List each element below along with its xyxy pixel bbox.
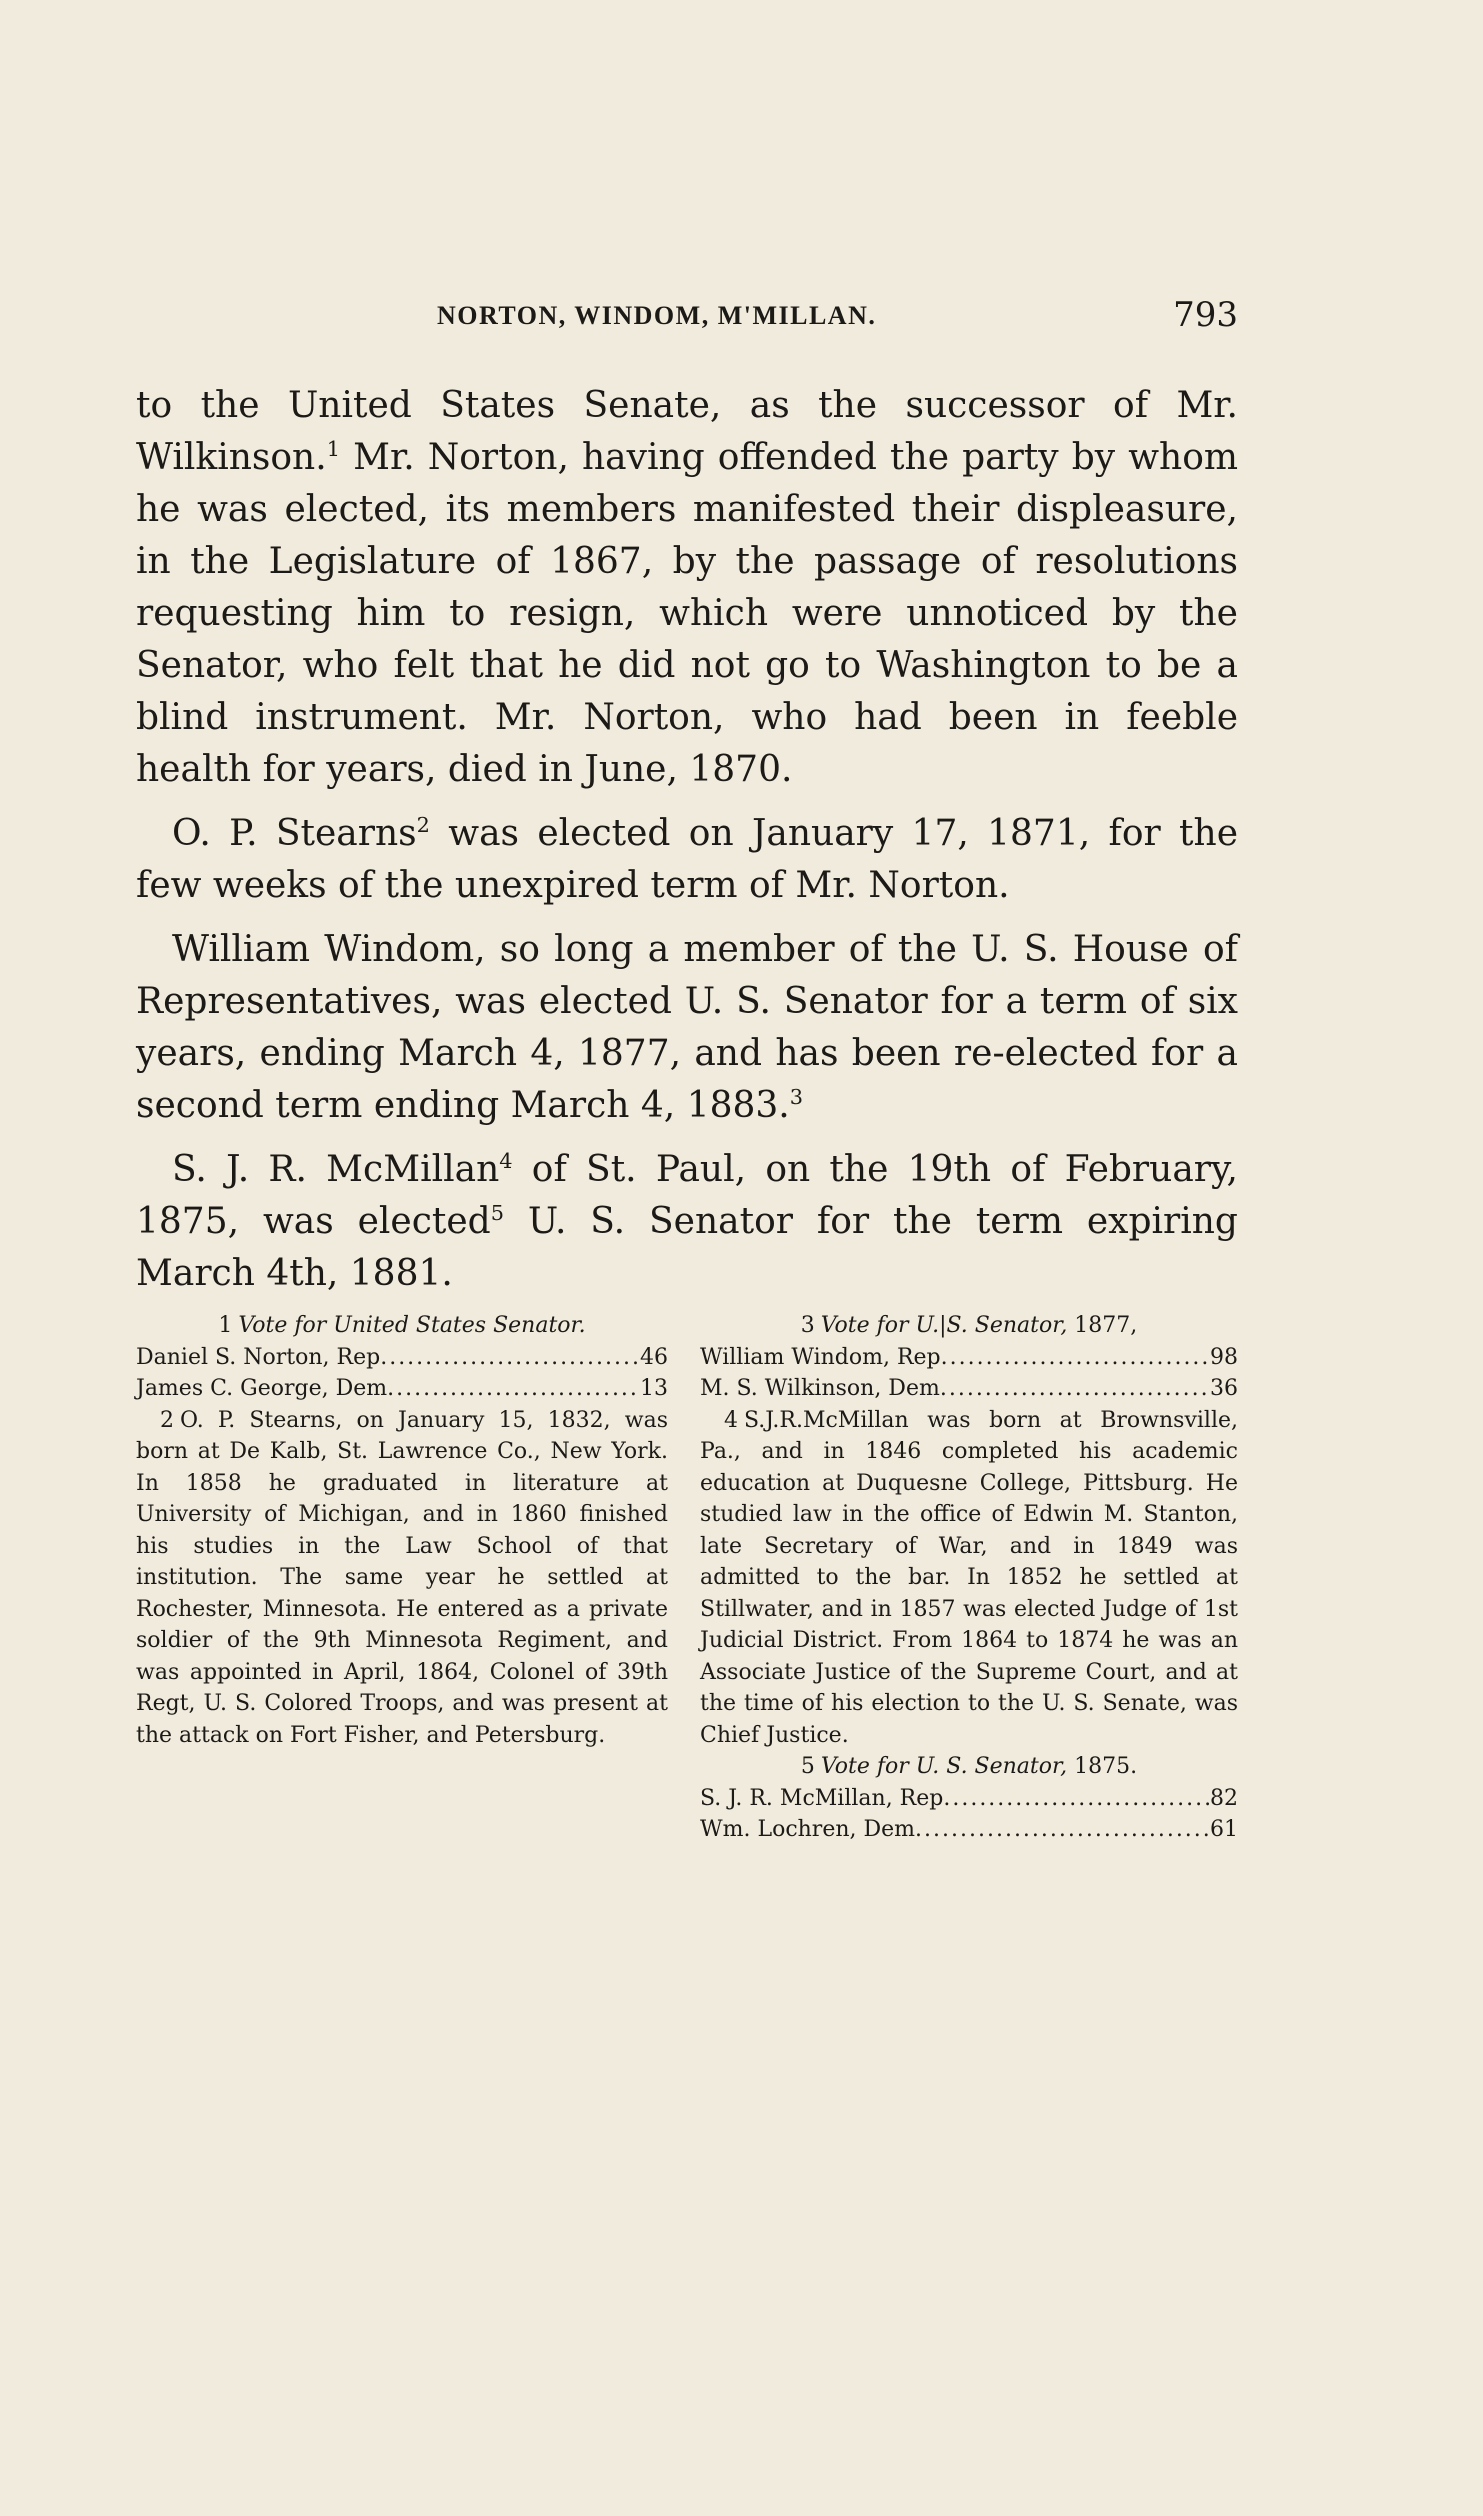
leader-dots	[941, 1342, 1210, 1374]
leader-dots	[380, 1342, 640, 1374]
footnote-1-heading	[136, 1310, 668, 1342]
footnote-title: Vote for U.|S. Senator,	[820, 1313, 1068, 1338]
footnote-number: 1	[218, 1313, 233, 1338]
footnote-text: S.J.R.McMillan was born at Brownsville, Pa., and in 1846 completed his academic education at Duquesne College, Pittsburg. He studied law in the office of Edwin M. Stanton, late Secretary of War, and in 1849 was admitted to the bar. In 1852 he settled at Stillwater, and in 1857 was elected Judge of 1st Judicial District. From 1864 to 1874 he was an Associate Justice of the Supreme Court, and at the time of his election to the U. S. Senate, was Chief Justice.	[700, 1407, 1238, 1748]
vote-count: 98	[1210, 1344, 1238, 1370]
vote-candidate: William Windom, Rep	[700, 1344, 941, 1370]
footnote-ref: 2	[416, 813, 430, 837]
footnote-number: 5	[800, 1754, 815, 1779]
footnotes-right-column	[700, 1310, 1238, 1846]
leader-dots	[915, 1814, 1210, 1846]
footnote-3-heading	[700, 1310, 1238, 1342]
vote-count: 82	[1210, 1785, 1238, 1811]
footnote-title: Vote for United States Senator.	[238, 1313, 586, 1338]
footnote-number: 3	[800, 1313, 815, 1338]
vote-row	[700, 1814, 1238, 1846]
footnote-title: Vote for U. S. Senator,	[820, 1754, 1068, 1779]
vote-count: 46	[640, 1344, 668, 1370]
vote-candidate: M. S. Wilkinson, Dem	[700, 1376, 940, 1401]
page-number: 793	[1173, 295, 1238, 335]
paragraph-text: of St. Paul, on the 19th of February, 1875, was elected	[136, 1149, 1239, 1242]
paragraph-text: William Windom, so long a member of the U. S. House of Representatives, was elected U. S. Senator for a term of six years, ending March 4, 1877, and has been re-elected for a second term ending March 4, 1883.	[136, 929, 1238, 1126]
vote-candidate: James C. George, Dem	[136, 1376, 388, 1401]
paragraph-text: S. J. R. McMillan	[172, 1149, 500, 1190]
footnote-number: 4	[724, 1407, 738, 1433]
footnote-year: 1877,	[1067, 1313, 1138, 1338]
footnote-2	[136, 1405, 668, 1752]
leader-dots	[940, 1373, 1210, 1405]
paragraph-stearns	[136, 808, 1238, 912]
vote-row	[136, 1342, 668, 1374]
paragraph-windom	[136, 924, 1238, 1132]
vote-count: 61	[1210, 1817, 1238, 1842]
paragraph-mcmillan	[136, 1144, 1238, 1300]
footnotes-left-column	[136, 1310, 668, 1751]
paragraph-text: was elected on January 17, 1871, for the few weeks of the unexpired term of Mr. Norton.	[136, 813, 1238, 906]
paragraph-norton	[136, 380, 1238, 796]
vote-candidate: Daniel S. Norton, Rep	[136, 1344, 381, 1370]
page-header	[437, 295, 1238, 343]
footnote-text: O. P. Stearns, on January 15, 1832, was born at De Kalb, St. Lawrence Co., New York. In 1858 he graduated in literature at University of Michigan, and in 1860 finished his studies in the Law School of that institution. The same year he settled at Rochester, Minnesota. He entered as a private soldier of the 9th Minnesota Regiment, and was appointed in April, 1864, Colonel of 39th Regt, U. S. Colored Troops, and was present at the attack on Fort Fisher, and Petersburg.	[136, 1407, 668, 1748]
footnote-5-heading	[700, 1751, 1238, 1783]
footnote-number: 2	[160, 1407, 174, 1433]
vote-candidate: S. J. R. McMillan, Rep	[700, 1785, 944, 1811]
vote-count: 13	[640, 1376, 668, 1401]
footnote-4	[700, 1405, 1238, 1752]
footnote-ref: 1	[326, 437, 340, 461]
vote-row	[700, 1373, 1238, 1405]
vote-candidate: Wm. Lochren, Dem	[700, 1817, 916, 1842]
footnote-year: 1875.	[1067, 1754, 1138, 1779]
vote-row	[700, 1342, 1238, 1374]
running-head: NORTON, WINDOM, M'MILLAN.	[437, 301, 877, 330]
paragraph-text: to the United States Senate, as the successor of Mr. Wilkinson.	[136, 385, 1238, 478]
vote-row	[700, 1783, 1238, 1815]
main-text	[136, 380, 1238, 1312]
leader-dots	[387, 1373, 640, 1405]
footnote-ref: 4	[499, 1149, 513, 1173]
footnote-ref: 5	[490, 1201, 505, 1225]
vote-count: 36	[1210, 1376, 1238, 1401]
paragraph-text: Mr. Norton, having offended the party by whom he was elected, its members manifested their displeasure, in the Legislature of 1867, by the passage of resolutions requesting him to resign, which were unnoticed by the Senator, who felt that he did not go to Washington to be a blind instrument. Mr. Norton, who had been in feeble health for years, died in June, 1870.	[136, 437, 1238, 790]
footnote-ref: 3	[789, 1085, 804, 1109]
paragraph-text: U. S. Senator for the term expiring March 4th, 1881.	[136, 1201, 1238, 1294]
leader-dots	[943, 1783, 1210, 1815]
paragraph-text: O. P. Stearns	[172, 813, 417, 854]
vote-row	[136, 1373, 668, 1405]
